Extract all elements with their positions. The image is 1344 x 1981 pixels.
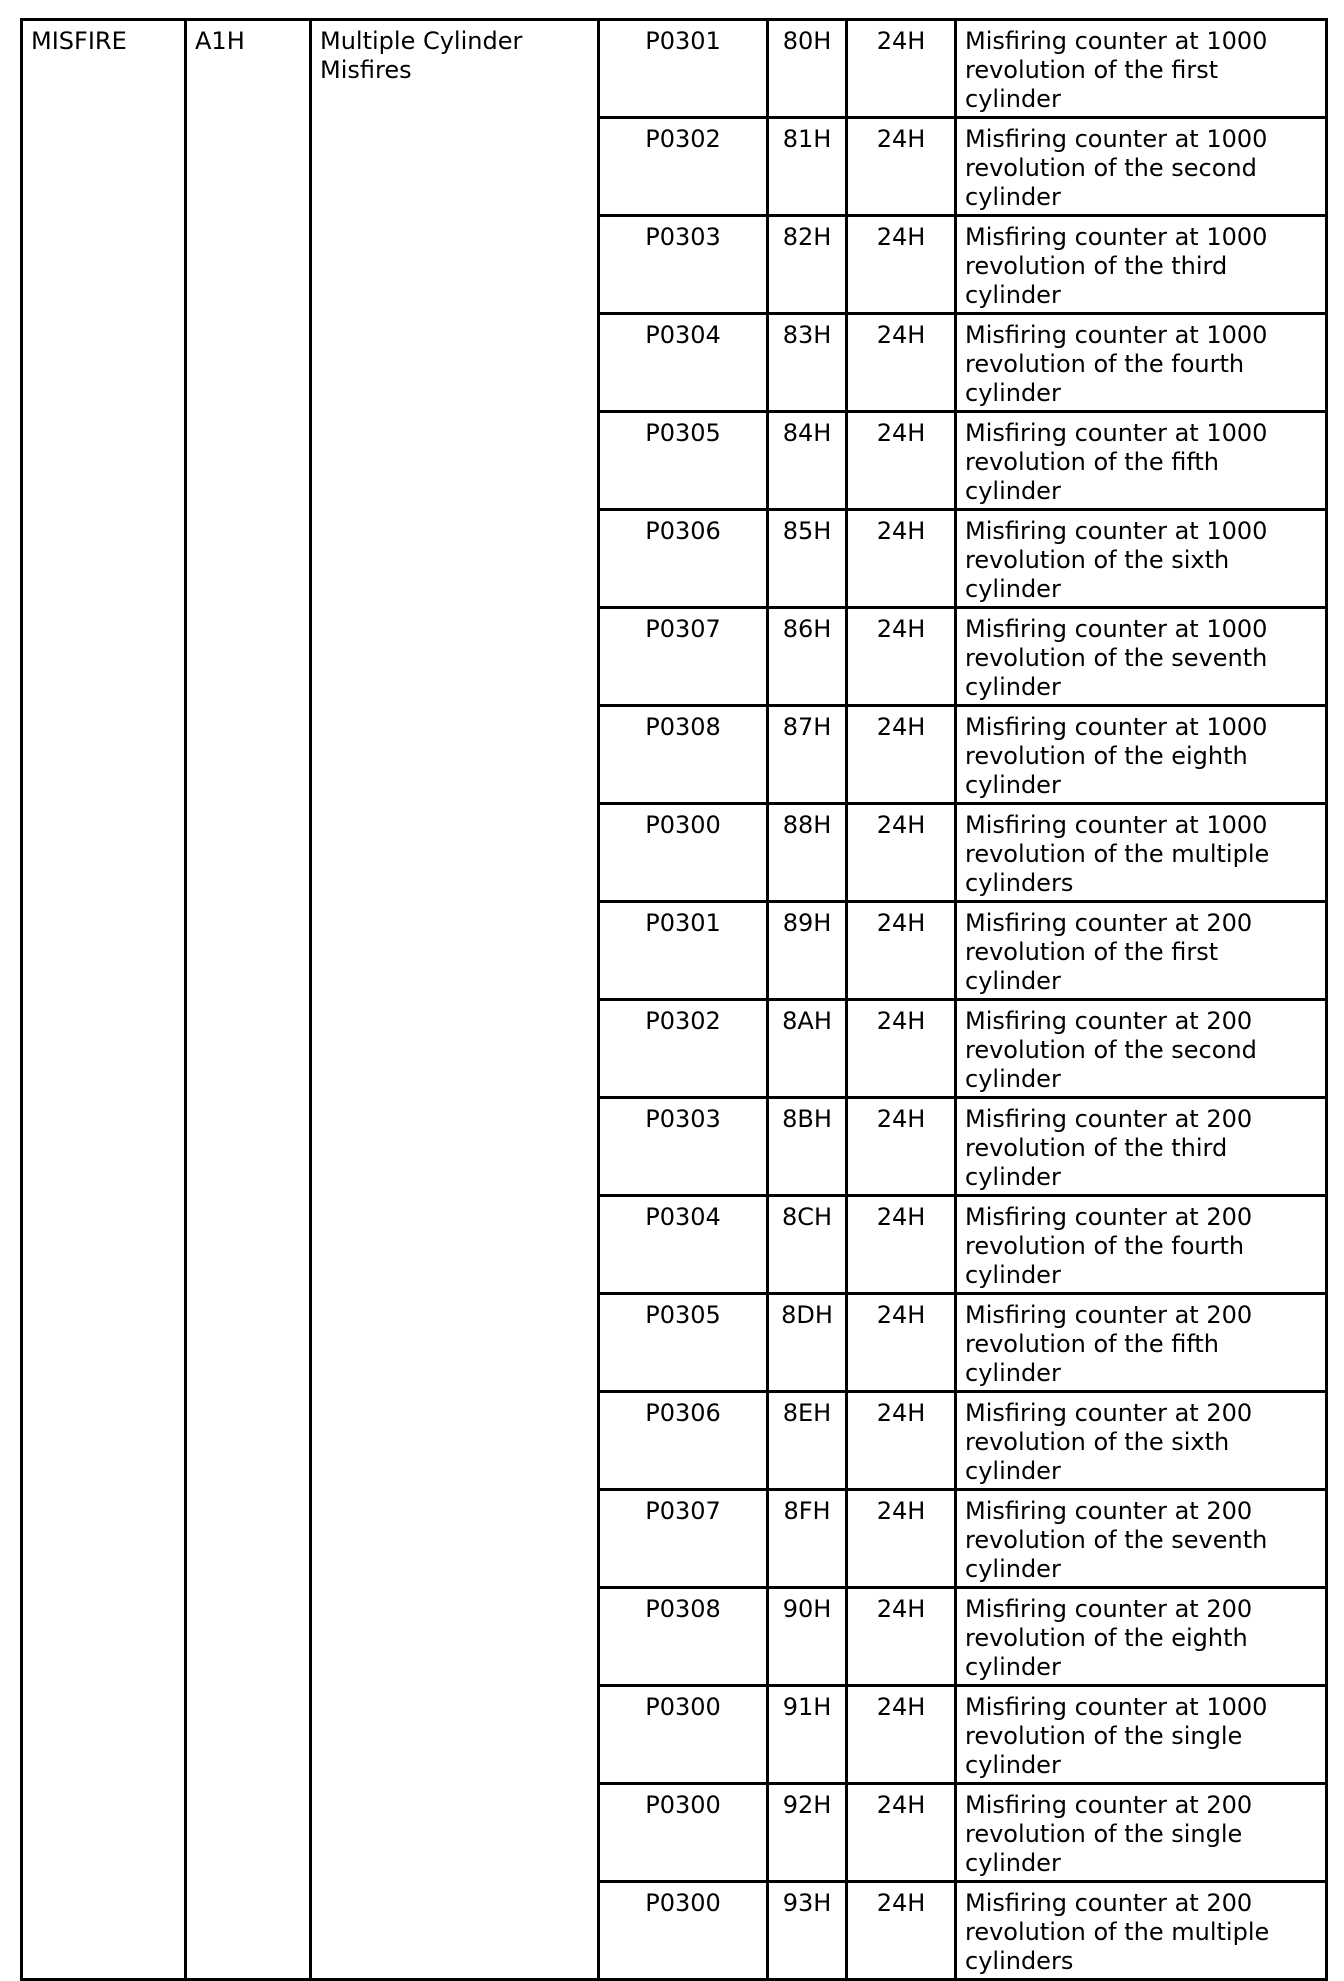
sub-id-cell: 82H xyxy=(768,216,847,314)
description-cell: Misfiring counter at 200 revolution of the third cylinder xyxy=(956,1098,1327,1196)
sub-id-cell: 8CH xyxy=(768,1196,847,1294)
misfire-dtc-table xyxy=(20,18,1328,1981)
length-cell: 24H xyxy=(847,1490,956,1588)
sub-id-cell: 8BH xyxy=(768,1098,847,1196)
sub-id-cell: 83H xyxy=(768,314,847,412)
description-cell: Misfiring counter at 200 revolution of the fourth cylinder xyxy=(956,1196,1327,1294)
length-cell: 24H xyxy=(847,412,956,510)
group-name-cell: MISFIRE xyxy=(22,20,186,1980)
description-cell: Misfiring counter at 200 revolution of the single cylinder xyxy=(956,1784,1327,1882)
description-cell: Misfiring counter at 1000 revolution of the first cylinder xyxy=(956,20,1327,118)
sub-id-cell: 87H xyxy=(768,706,847,804)
table-body xyxy=(22,20,1327,1980)
dtc-code-cell: P0304 xyxy=(599,314,768,412)
length-cell: 24H xyxy=(847,1588,956,1686)
length-cell: 24H xyxy=(847,1196,956,1294)
dtc-code-cell: P0303 xyxy=(599,1098,768,1196)
sub-id-cell: 92H xyxy=(768,1784,847,1882)
dtc-code-cell: P0305 xyxy=(599,1294,768,1392)
sub-id-cell: 8DH xyxy=(768,1294,847,1392)
description-cell: Misfiring counter at 200 revolution of the seventh cylinder xyxy=(956,1490,1327,1588)
dtc-code-cell: P0305 xyxy=(599,412,768,510)
length-cell: 24H xyxy=(847,1294,956,1392)
length-cell: 24H xyxy=(847,510,956,608)
length-cell: 24H xyxy=(847,706,956,804)
description-cell: Misfiring counter at 1000 revolution of the single cylinder xyxy=(956,1686,1327,1784)
length-cell: 24H xyxy=(847,1000,956,1098)
length-cell: 24H xyxy=(847,902,956,1000)
description-cell: Misfiring counter at 200 revolution of the fifth cylinder xyxy=(956,1294,1327,1392)
length-cell: 24H xyxy=(847,1392,956,1490)
length-cell: 24H xyxy=(847,314,956,412)
sub-id-cell: 85H xyxy=(768,510,847,608)
dtc-code-cell: P0303 xyxy=(599,216,768,314)
dtc-code-cell: P0304 xyxy=(599,1196,768,1294)
dtc-code-cell: P0306 xyxy=(599,510,768,608)
description-cell: Misfiring counter at 1000 revolution of the fifth cylinder xyxy=(956,412,1327,510)
length-cell: 24H xyxy=(847,1784,956,1882)
sub-id-cell: 84H xyxy=(768,412,847,510)
sub-id-cell: 91H xyxy=(768,1686,847,1784)
sub-id-cell: 86H xyxy=(768,608,847,706)
length-cell: 24H xyxy=(847,1882,956,1980)
description-cell: Misfiring counter at 1000 revolution of the third cylinder xyxy=(956,216,1327,314)
description-cell: Misfiring counter at 200 revolution of the second cylinder xyxy=(956,1000,1327,1098)
sub-id-cell: 8FH xyxy=(768,1490,847,1588)
description-cell: Misfiring counter at 200 revolution of the sixth cylinder xyxy=(956,1392,1327,1490)
length-cell: 24H xyxy=(847,804,956,902)
dtc-code-cell: P0301 xyxy=(599,902,768,1000)
table-row xyxy=(22,20,1327,118)
dtc-code-cell: P0307 xyxy=(599,608,768,706)
description-cell: Misfiring counter at 200 revolution of the eighth cylinder xyxy=(956,1588,1327,1686)
group-id-cell: A1H xyxy=(186,20,311,1980)
length-cell: 24H xyxy=(847,20,956,118)
length-cell: 24H xyxy=(847,216,956,314)
description-cell: Misfiring counter at 1000 revolution of the second cylinder xyxy=(956,118,1327,216)
length-cell: 24H xyxy=(847,1098,956,1196)
sub-id-cell: 80H xyxy=(768,20,847,118)
sub-id-cell: 88H xyxy=(768,804,847,902)
sub-id-cell: 93H xyxy=(768,1882,847,1980)
dtc-code-cell: P0300 xyxy=(599,804,768,902)
sub-id-cell: 8AH xyxy=(768,1000,847,1098)
length-cell: 24H xyxy=(847,118,956,216)
description-cell: Misfiring counter at 1000 revolution of the sixth cylinder xyxy=(956,510,1327,608)
dtc-code-cell: P0302 xyxy=(599,1000,768,1098)
dtc-code-cell: P0306 xyxy=(599,1392,768,1490)
dtc-code-cell: P0302 xyxy=(599,118,768,216)
description-cell: Misfiring counter at 1000 revolution of the eighth cylinder xyxy=(956,706,1327,804)
length-cell: 24H xyxy=(847,608,956,706)
dtc-code-cell: P0300 xyxy=(599,1882,768,1980)
dtc-code-cell: P0308 xyxy=(599,1588,768,1686)
description-cell: Misfiring counter at 200 revolution of the multiple cylinders xyxy=(956,1882,1327,1980)
dtc-code-cell: P0301 xyxy=(599,20,768,118)
length-cell: 24H xyxy=(847,1686,956,1784)
dtc-code-cell: P0307 xyxy=(599,1490,768,1588)
description-cell: Misfiring counter at 1000 revolution of the fourth cylinder xyxy=(956,314,1327,412)
sub-id-cell: 90H xyxy=(768,1588,847,1686)
description-cell: Misfiring counter at 200 revolution of the first cylinder xyxy=(956,902,1327,1000)
dtc-code-cell: P0300 xyxy=(599,1686,768,1784)
sub-id-cell: 8EH xyxy=(768,1392,847,1490)
dtc-code-cell: P0300 xyxy=(599,1784,768,1882)
sub-id-cell: 81H xyxy=(768,118,847,216)
dtc-code-cell: P0308 xyxy=(599,706,768,804)
sub-id-cell: 89H xyxy=(768,902,847,1000)
description-cell: Misfiring counter at 1000 revolution of the multiple cylinders xyxy=(956,804,1327,902)
description-cell: Misfiring counter at 1000 revolution of the seventh cylinder xyxy=(956,608,1327,706)
group-description-cell: Multiple Cylinder Misfires xyxy=(311,20,599,1980)
